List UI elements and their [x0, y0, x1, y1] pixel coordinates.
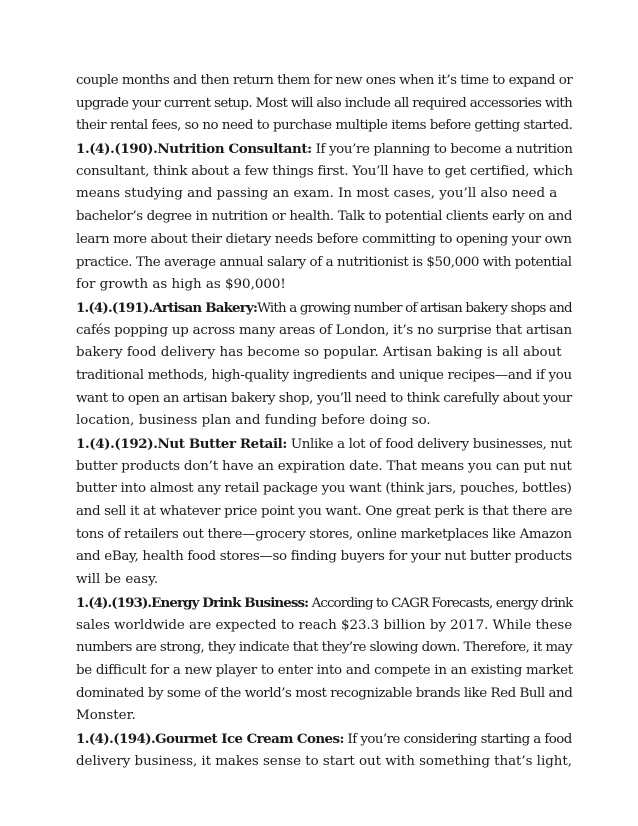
- text-line: delivery business, it makes sense to start out with something that’s light,: [76, 753, 572, 769]
- text-line: couple months and then return them for new ones when it’s time to expand or: [76, 73, 573, 88]
- text-line: and sell it at whatever price point you want. One great perk is that there are: [76, 504, 573, 520]
- text-line: cafés popping up across many areas of London, it’s no surprise that artisan: [76, 322, 572, 338]
- entry-heading: 1.(4).(190).Nutrition Consultant:: [76, 141, 312, 158]
- text-line: dominated by some of the world’s most recognizable brands like Red Bull and: [76, 685, 573, 701]
- text-line: location, business plan and funding before doing so.: [76, 413, 431, 429]
- entry-text: According to CAGR Forecasts, energy drink: [308, 595, 573, 611]
- entry-text: If you’re considering starting a food: [343, 731, 572, 747]
- entry-heading: 1.(4).(192).Nut Butter Retail:: [76, 436, 287, 452]
- intro-paragraph: [76, 70, 572, 138]
- entry-nutrition-consultant: [76, 138, 572, 297]
- text-line: will be easy.: [76, 572, 159, 588]
- entry-first-line: [76, 592, 572, 615]
- text-line: be difficult for a new player to enter into and compete in an existing market: [76, 662, 573, 678]
- entry-heading: 1.(4).(191).Artisan Bakery:: [76, 299, 258, 316]
- text-line: upgrade your current setup. Most will also include all required accessories with: [76, 95, 573, 111]
- text-line: butter into almost any retail package you want (think jars, pouches, bottles): [76, 481, 572, 497]
- text-line: sales worldwide are expected to reach $23.3 billion by 2017. While these: [76, 617, 573, 633]
- entry-text: If you’re planning to become a nutrition: [311, 142, 573, 158]
- entry-first-line: [76, 297, 572, 320]
- entry-nut-butter-retail: [76, 433, 572, 592]
- text-line: practice. The average annual salary of a nutritionist is $50,000 with potential: [76, 254, 572, 270]
- text-line: consultant, think about a few things first. You’ll have to get certified, which: [76, 163, 573, 179]
- entry-text: Unlike a lot of food delivery businesses, nut: [286, 437, 572, 452]
- text-line: tons of retailers out there—grocery stores, online marketplaces like Amazon: [76, 526, 572, 542]
- text-line: means studying and passing an exam. In most cases, you’ll also need a: [76, 186, 558, 202]
- text-line: Monster.: [76, 708, 136, 724]
- text-line: want to open an artisan bakery shop, you’ll need to think carefully about your: [76, 390, 572, 406]
- document-page: [76, 70, 572, 773]
- text-line: traditional methods, high-quality ingredients and unique recipes—and if you: [76, 367, 572, 383]
- entry-text: With a growing number of artisan bakery shops and: [257, 300, 572, 316]
- text-line: numbers are strong, they indicate that they’re slowing down. Therefore, it may: [76, 640, 572, 656]
- text-line: bachelor’s degree in nutrition or health. Talk to potential clients early on and: [76, 209, 573, 225]
- text-line: for growth as high as $90,000!: [76, 277, 286, 293]
- text-line: and eBay, health food stores—so finding buyers for your nut butter products: [76, 549, 572, 565]
- text-line: their rental fees, so no need to purchase multiple items before getting started.: [76, 118, 573, 134]
- text-line: learn more about their dietary needs before committing to opening your own: [76, 231, 572, 247]
- entry-artisan-bakery: [76, 297, 572, 433]
- entry-first-line: [76, 433, 572, 456]
- entry-energy-drink-business: [76, 592, 572, 728]
- entry-first-line: [76, 728, 572, 751]
- entry-heading: 1.(4).(193).Energy Drink Business:: [76, 594, 309, 611]
- entry-gourmet-ice-cream-cones: [76, 728, 572, 773]
- entry-heading: 1.(4).(194).Gourmet Ice Cream Cones:: [76, 730, 344, 747]
- entry-first-line: [76, 138, 572, 161]
- text-line: bakery food delivery has become so popular. Artisan baking is all about: [76, 345, 562, 361]
- text-line: butter products don’t have an expiration date. That means you can put nut: [76, 458, 572, 474]
